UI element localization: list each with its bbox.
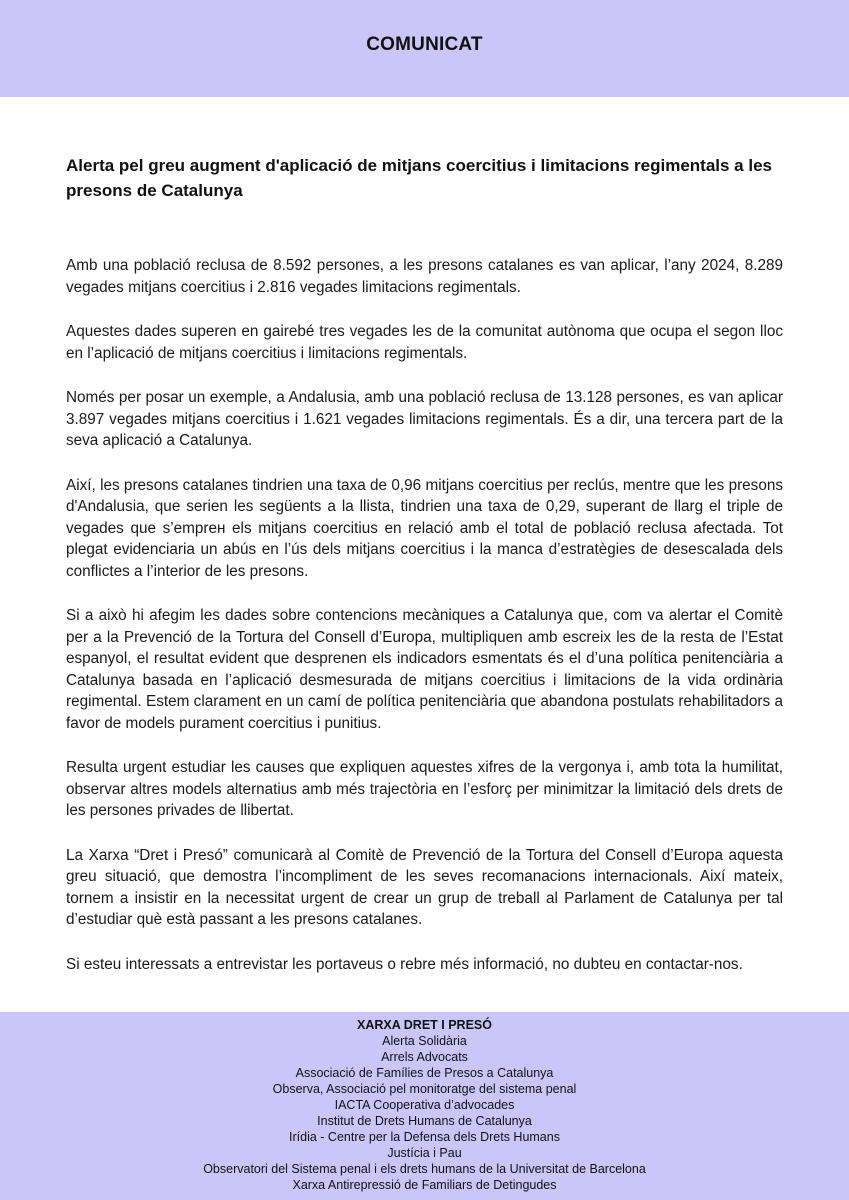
member-item: Arrels Advocats [381, 1050, 468, 1064]
member-item: Observa, Associació pel monitoratge del sistema penal [272, 1082, 577, 1096]
paragraph: Així, les presons catalanes tindrien una taxa de 0,96 mitjans coercitius per reclús, mentre que les presons d'Andalusia, que serien les següents a la llista, tindrien una taxa de 0,29, superant de llarg el triple de vegades que s’emprен els mitjans coercitius en relació amb el total de població reclusa afectada. Tot plegat evidenciaria un abús en l’ús dels mitjans coercitius i la manca d’estratègies de desescalada dels conflictes a l’interior de les presons. [66, 476, 783, 580]
member-item: Justícia i Pau [387, 1146, 462, 1160]
main-content [66, 153, 783, 998]
footer-band [0, 1012, 849, 1200]
paragraph: Si a això hi afegim les dades sobre contencions mecàniques a Catalunya que, com va alertar el Comitè per a la Prevenció de la Tortura del Consell d’Europa, multipliquen amb escreix les de la resta de l’Estat espanyol, el resultat evident que desprenen els indicadors esmentats és el d’una política penitenciària a Catalunya basada en l’aplicació desmesurada de mitjans coercitius i limitacions de la vida ordinària regimental. Estem clarament en un camí de política penitenciària que abandona postulats rehabilitadors a favor de models purament coercitius i punitius. [66, 607, 783, 732]
headline: Alerta pel greu augment d'aplicació de mitjans coercitius i limitacions regimentals a les presons de Catalunya [66, 156, 772, 200]
body-text [66, 255, 783, 975]
paragraph: Aquestes dades superen en gairebé tres vegades les de la comunitat autònoma que ocupa el segon lloc en l’aplicació de mitjans coercitius i limitacions regimentals. [66, 323, 783, 362]
member-item: Institut de Drets Humans de Catalunya [317, 1114, 532, 1128]
member-item: Associació de Famílies de Presos a Catalunya [295, 1066, 554, 1080]
member-item: Alerta Solidària [382, 1034, 467, 1048]
paragraph: Resulta urgent estudiar les causes que expliquen aquestes xifres de la vergonya i, amb tota la humilitat, observar altres models alternatius amb més trajectòria en l’esforç per minimitzar la limitació dels drets de les persones privades de llibertat. [66, 759, 783, 819]
member-item: Observatori del Sistema penal i els drets humans de la Universitat de Barcelona [203, 1162, 646, 1176]
footer-content [0, 1012, 849, 1193]
footer-title: XARXA DRET I PRESÓ [357, 1018, 492, 1032]
paragraph: La Xarxa “Dret i Presó” comunicarà al Comitè de Prevenció de la Tortura del Consell d’Europa aquesta greu situació, que demostra l’incompliment de les seves recomanacions internacionals. Així mateix, tornem a insistir en la necessitat urgent de crear un grup de treball al Parlament de Catalunya per tal d’estudiar què està passant a les presons catalanes. [66, 846, 783, 928]
member-item: Irídia - Centre per la Defensa dels Drets Humans [289, 1130, 560, 1144]
member-item: Xarxa Antirepressió de Familiars de Detingudes [292, 1178, 557, 1192]
paragraph: Amb una població reclusa de 8.592 persones, a les presons catalanes es van aplicar, l’any 2024, 8.289 vegades mitjans coercitius i 2.816 vegades limitacions regimentals. [66, 257, 783, 296]
paragraph: Si esteu interessats a entrevistar les portaveus o rebre més informació, no dubteu en contactar-nos. [66, 955, 743, 973]
member-item: IACTA Cooperativa d’advocades [334, 1098, 515, 1112]
header-band [0, 0, 849, 97]
page-title: COMUNICAT [366, 34, 483, 55]
paragraph: Només per posar un exemple, a Andalusia, amb una població reclusa de 13.128 persones, es van aplicar 3.897 vegades mitjans coercitius i 1.621 vegades limitacions regimentals. És a dir, una tercera part de la seva aplicació a Catalunya. [66, 389, 783, 449]
member-list [0, 1033, 849, 1193]
